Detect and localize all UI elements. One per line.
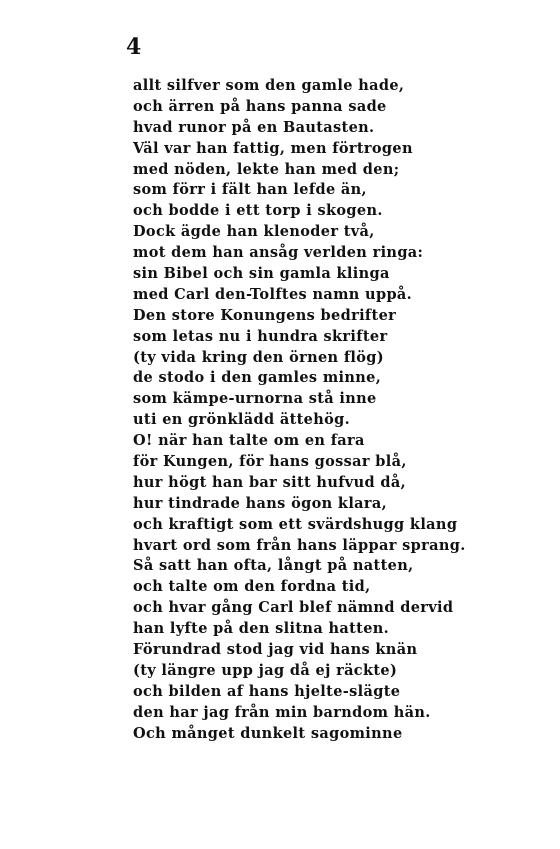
poem-line: och talte om den fordna tid, — [133, 578, 371, 596]
poem-line: allt silfver som den gamle hade, — [133, 77, 405, 94]
poem-line: hur högt han bar sitt hufvud då, — [133, 473, 406, 491]
poem-line: den har jag från min barndom hän. — [133, 703, 431, 721]
poem-line: hvart ord som från hans läppar sprang. — [133, 536, 466, 554]
poem-line: som letas nu i hundra skrifter — [133, 327, 388, 345]
poem-line: för Kungen, för hans gossar blå, — [133, 453, 407, 471]
poem-line: med Carl den-Tolftes namn uppå. — [133, 285, 413, 303]
poem-line: med nöden, lekte han med den; — [133, 160, 400, 178]
poem-line: (ty vida kring den örnen flög) — [133, 348, 385, 366]
poem-line: hur tindrade hans ögon klara, — [133, 494, 388, 512]
poem-line: och hvar gång Carl blef nämnd dervid — [133, 599, 454, 617]
page-number: 4 — [126, 34, 142, 60]
poem-line: mot dem han ansåg verlden ringa: — [133, 244, 424, 262]
poem-line: han lyfte på den slitna hatten. — [133, 620, 390, 638]
poem-line: Dock ägde han klenoder två, — [133, 223, 375, 241]
poem-line: och kraftigt som ett svärdshugg klang — [133, 515, 458, 533]
poem-line: Väl var han fattig, men förtrogen — [133, 139, 413, 157]
poem-line: Förundrad stod jag vid hans knän — [133, 641, 418, 659]
poem-line: och bodde i ett torp i skogen. — [133, 202, 383, 220]
poem-line: Den store Konungens bedrifter — [133, 306, 397, 324]
poem-line: Så satt han ofta, långt på natten, — [133, 557, 414, 575]
poem-line: som kämpe-urnorna stå inne — [133, 390, 377, 408]
poem-line: Och månget dunkelt sagominne — [133, 724, 403, 742]
poem-line: och ärren på hans panna sade — [133, 97, 387, 115]
poem-line: sin Bibel och sin gamla klinga — [133, 265, 390, 283]
poem-line: (ty längre upp jag då ej räckte) — [133, 661, 398, 679]
poem-line: de stodo i den gamles minne, — [133, 369, 382, 387]
poem-line: och bilden af hans hjelte-slägte — [133, 682, 401, 700]
poem-line: som förr i fält han lefde än, — [133, 181, 367, 199]
poem-line: O! när han talte om en fara — [133, 432, 365, 450]
poem-line: hvad runor på en Bautasten. — [133, 118, 375, 136]
poem-text — [133, 76, 466, 745]
poem-line: uti en grönklädd ättehög. — [133, 411, 351, 429]
